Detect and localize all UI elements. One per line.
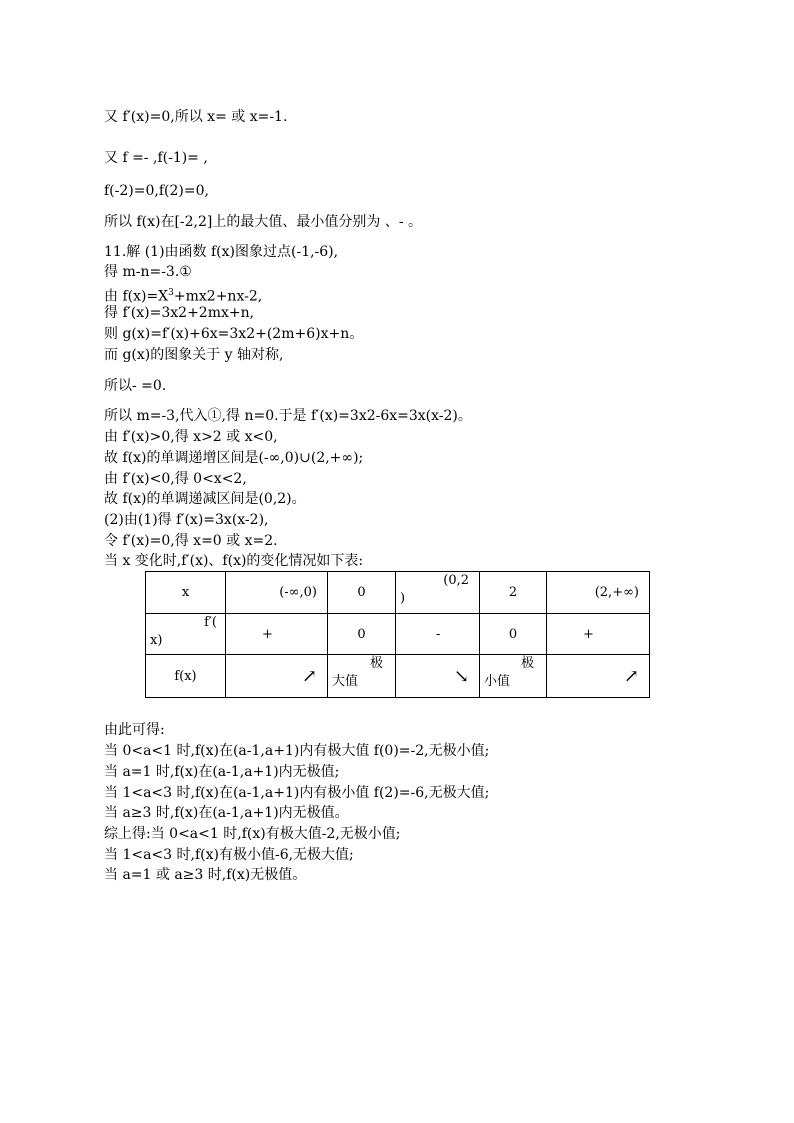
cell-derivative-4: 0 <box>480 614 547 655</box>
table-row-function <box>146 655 650 698</box>
cell-local-max <box>328 655 396 698</box>
cell-x-interval-2-b: ) <box>400 591 406 606</box>
text-line-7-a: 由 f(x)=X <box>104 288 169 305</box>
cell-local-min-a: 极 <box>520 656 534 671</box>
text-line-15: 由 f′(x)<0,得 0<x<2, <box>104 471 247 487</box>
text-line-25: 综上得:当 0<a<1 时,f(x)有极大值-2,无极小值; <box>104 826 401 842</box>
text-line-21: 当 0<a<1 时,f(x)在(a-1,a+1)内有极大值 f(0)=-2,无极小值; <box>104 743 490 759</box>
arrow-up-icon: ↗ <box>547 655 650 698</box>
text-line-24: 当 a≥3 时,f(x)在(a-1,a+1)内无极值。 <box>104 805 349 821</box>
text-line-4: 所以 f(x)在[-2,2]上的最大值、最小值分别为 、- 。 <box>104 214 422 230</box>
text-line-26: 当 1<a<3 时,f(x)有极小值-6,无极大值; <box>104 847 354 863</box>
cell-x-two: 2 <box>480 572 547 614</box>
arrow-up-icon: ↗ <box>226 655 328 698</box>
cell-x-interval-2-a: (0,2 <box>443 573 469 588</box>
text-line-5: 11.解 (1)由函数 f(x)图象过点(-1,-6), <box>104 244 339 260</box>
text-line-10: 而 g(x)的图象关于 y 轴对称, <box>104 347 284 363</box>
text-line-2: 又 f =- ,f(-1)= , <box>104 150 208 166</box>
table-row-x <box>146 572 650 614</box>
table-row-derivative <box>146 614 650 655</box>
text-line-23: 当 1<a<3 时,f(x)在(a-1,a+1)内有极小值 f(2)=-6,无极大值; <box>104 785 490 801</box>
text-line-6: 得 m-n=-3.① <box>104 264 192 280</box>
text-line-18: 令 f′(x)=0,得 x=0 或 x=2. <box>104 533 278 549</box>
text-line-22: 当 a=1 时,f(x)在(a-1,a+1)内无极值; <box>104 764 340 780</box>
arrow-down-icon: ↘ <box>396 655 480 698</box>
text-line-17: (2)由(1)得 f′(x)=3x(x-2), <box>104 512 269 528</box>
cell-derivative-1: + <box>226 614 328 655</box>
text-line-12: 所以 m=-3,代入①,得 n=0.于是 f′(x)=3x2-6x=3x(x-2)。 <box>104 408 472 424</box>
text-line-3: f(-2)=0,f(2)=0, <box>104 183 209 199</box>
cell-derivative-2: 0 <box>328 614 396 655</box>
cell-local-max-b: 大值 <box>332 674 359 689</box>
superscript-3: 3 <box>168 288 174 298</box>
text-line-27: 当 a=1 或 a≥3 时,f(x)无极值。 <box>104 867 307 883</box>
cell-local-min-b: 小值 <box>484 674 511 689</box>
cell-x-interval-1: (-∞,0) <box>226 572 328 614</box>
text-line-8: 得 f′(x)=3x2+2mx+n, <box>104 305 255 321</box>
cell-local-min <box>480 655 547 698</box>
variation-table <box>145 571 650 698</box>
cell-x-label: x <box>146 572 226 614</box>
text-line-16: 故 f(x)的单调递减区间是(0,2)。 <box>104 491 306 507</box>
text-line-14: 故 f(x)的单调递增区间是(-∞,0)∪(2,+∞); <box>104 450 364 466</box>
cell-x-zero: 0 <box>328 572 396 614</box>
text-line-19: 当 x 变化时,f′(x)、f(x)的变化情况如下表: <box>104 553 364 569</box>
cell-derivative-label <box>146 614 226 655</box>
text-line-20: 由此可得: <box>104 722 165 738</box>
text-line-11: 所以- =0. <box>104 378 167 394</box>
text-line-9: 则 g(x)=f′(x)+6x=3x2+(2m+6)x+n。 <box>104 326 364 342</box>
cell-derivative-label-b: x) <box>150 633 163 648</box>
cell-derivative-label-a: f′( <box>204 615 217 630</box>
cell-derivative-3: - <box>396 614 480 655</box>
text-line-7-b: +mx2+nx-2, <box>173 288 263 305</box>
text-line-13: 由 f′(x)>0,得 x>2 或 x<0, <box>104 429 278 445</box>
text-line-1: 又 f′(x)=0,所以 x= 或 x=-1. <box>104 109 288 125</box>
cell-local-max-a: 极 <box>369 656 383 671</box>
cell-x-interval-2 <box>396 572 480 614</box>
cell-function-label: f(x) <box>146 655 226 698</box>
cell-x-interval-3: (2,+∞) <box>547 572 650 614</box>
cell-derivative-5: + <box>547 614 650 655</box>
